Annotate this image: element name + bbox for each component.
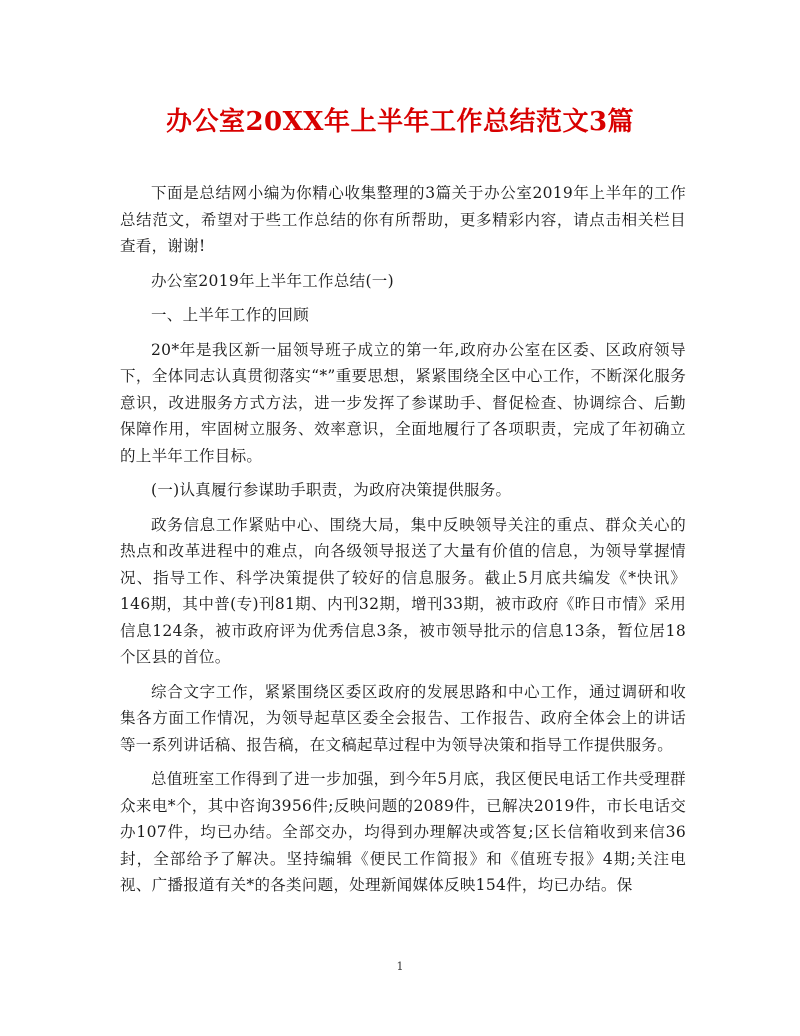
- item-heading: (一)认真履行参谋助手职责，为政府决策提供服务。: [151, 481, 512, 499]
- body-paragraph: 政务信息工作紧贴中心、围绕大局，集中反映领导关注的重点、群众关心的热点和改革进程中的难点，向各级领导报送了大量有价值的信息，为领导掌握情况、指导工作、科学决策提供了较好的信息服务。截止5月底共编发《*快讯》146期，其中普(专)刊81期、内刊32期，增刊33期，被市政府《昨日市情》采用信息124条，被市政府评为优秀信息3条，被市领导批示的信息13条，暂位居18个区县的首位。: [120, 515, 686, 666]
- subsection-heading: 一、上半年工作的回顾: [151, 306, 310, 324]
- body-paragraph: 综合文字工作，紧紧围绕区委区政府的发展思路和中心工作，通过调研和收集各方面工作情况，为领导起草区委全会报告、工作报告、政府全体会上的讲话等一系列讲话稿、报告稿，在文稿起草过程中为领导决策和指导工作提供服务。: [120, 682, 686, 754]
- page-number: 1: [396, 960, 404, 973]
- section-heading: 办公室2019年上半年工作总结(一): [151, 271, 394, 290]
- document-title: 办公室20XX年上半年工作总结范文3篇: [165, 107, 635, 137]
- intro-paragraph: 下面是总结网小编为你精心收集整理的3篇关于办公室2019年上半年的工作总结范文，希望对于些工作总结的你有所帮助，更多精彩内容，请点击相关栏目查看，谢谢!: [120, 184, 686, 255]
- body-paragraph: 总值班室工作得到了进一步加强，到今年5月底，我区便民电话工作共受理群众来电*个，其中咨询3956件;反映问题的2089件，已解决2019件，市长电话交办107件，均已办结。全部交办，均得到办理解决或答复;区长信箱收到来信36封，全部给予了解决。坚持编辑《便民工作简报》和《值班专报》4期;关注电视、广播报道有关*的各类问题，处理新闻媒体反映154件，均已办结。保: [120, 770, 686, 894]
- body-paragraph: 20*年是我区新一届领导班子成立的第一年,政府办公室在区委、区政府领导下，全体同志认真贯彻落实“*”重要思想，紧紧围绕全区中心工作，不断深化服务意识，改进服务方式方法，进一步发挥了参谋助手、督促检查、协调综合、后勤保障作用，牢固树立服务、效率意识，全面地履行了各项职责，完成了年初确立的上半年工作目标。: [120, 340, 686, 465]
- document-body: [120, 180, 686, 907]
